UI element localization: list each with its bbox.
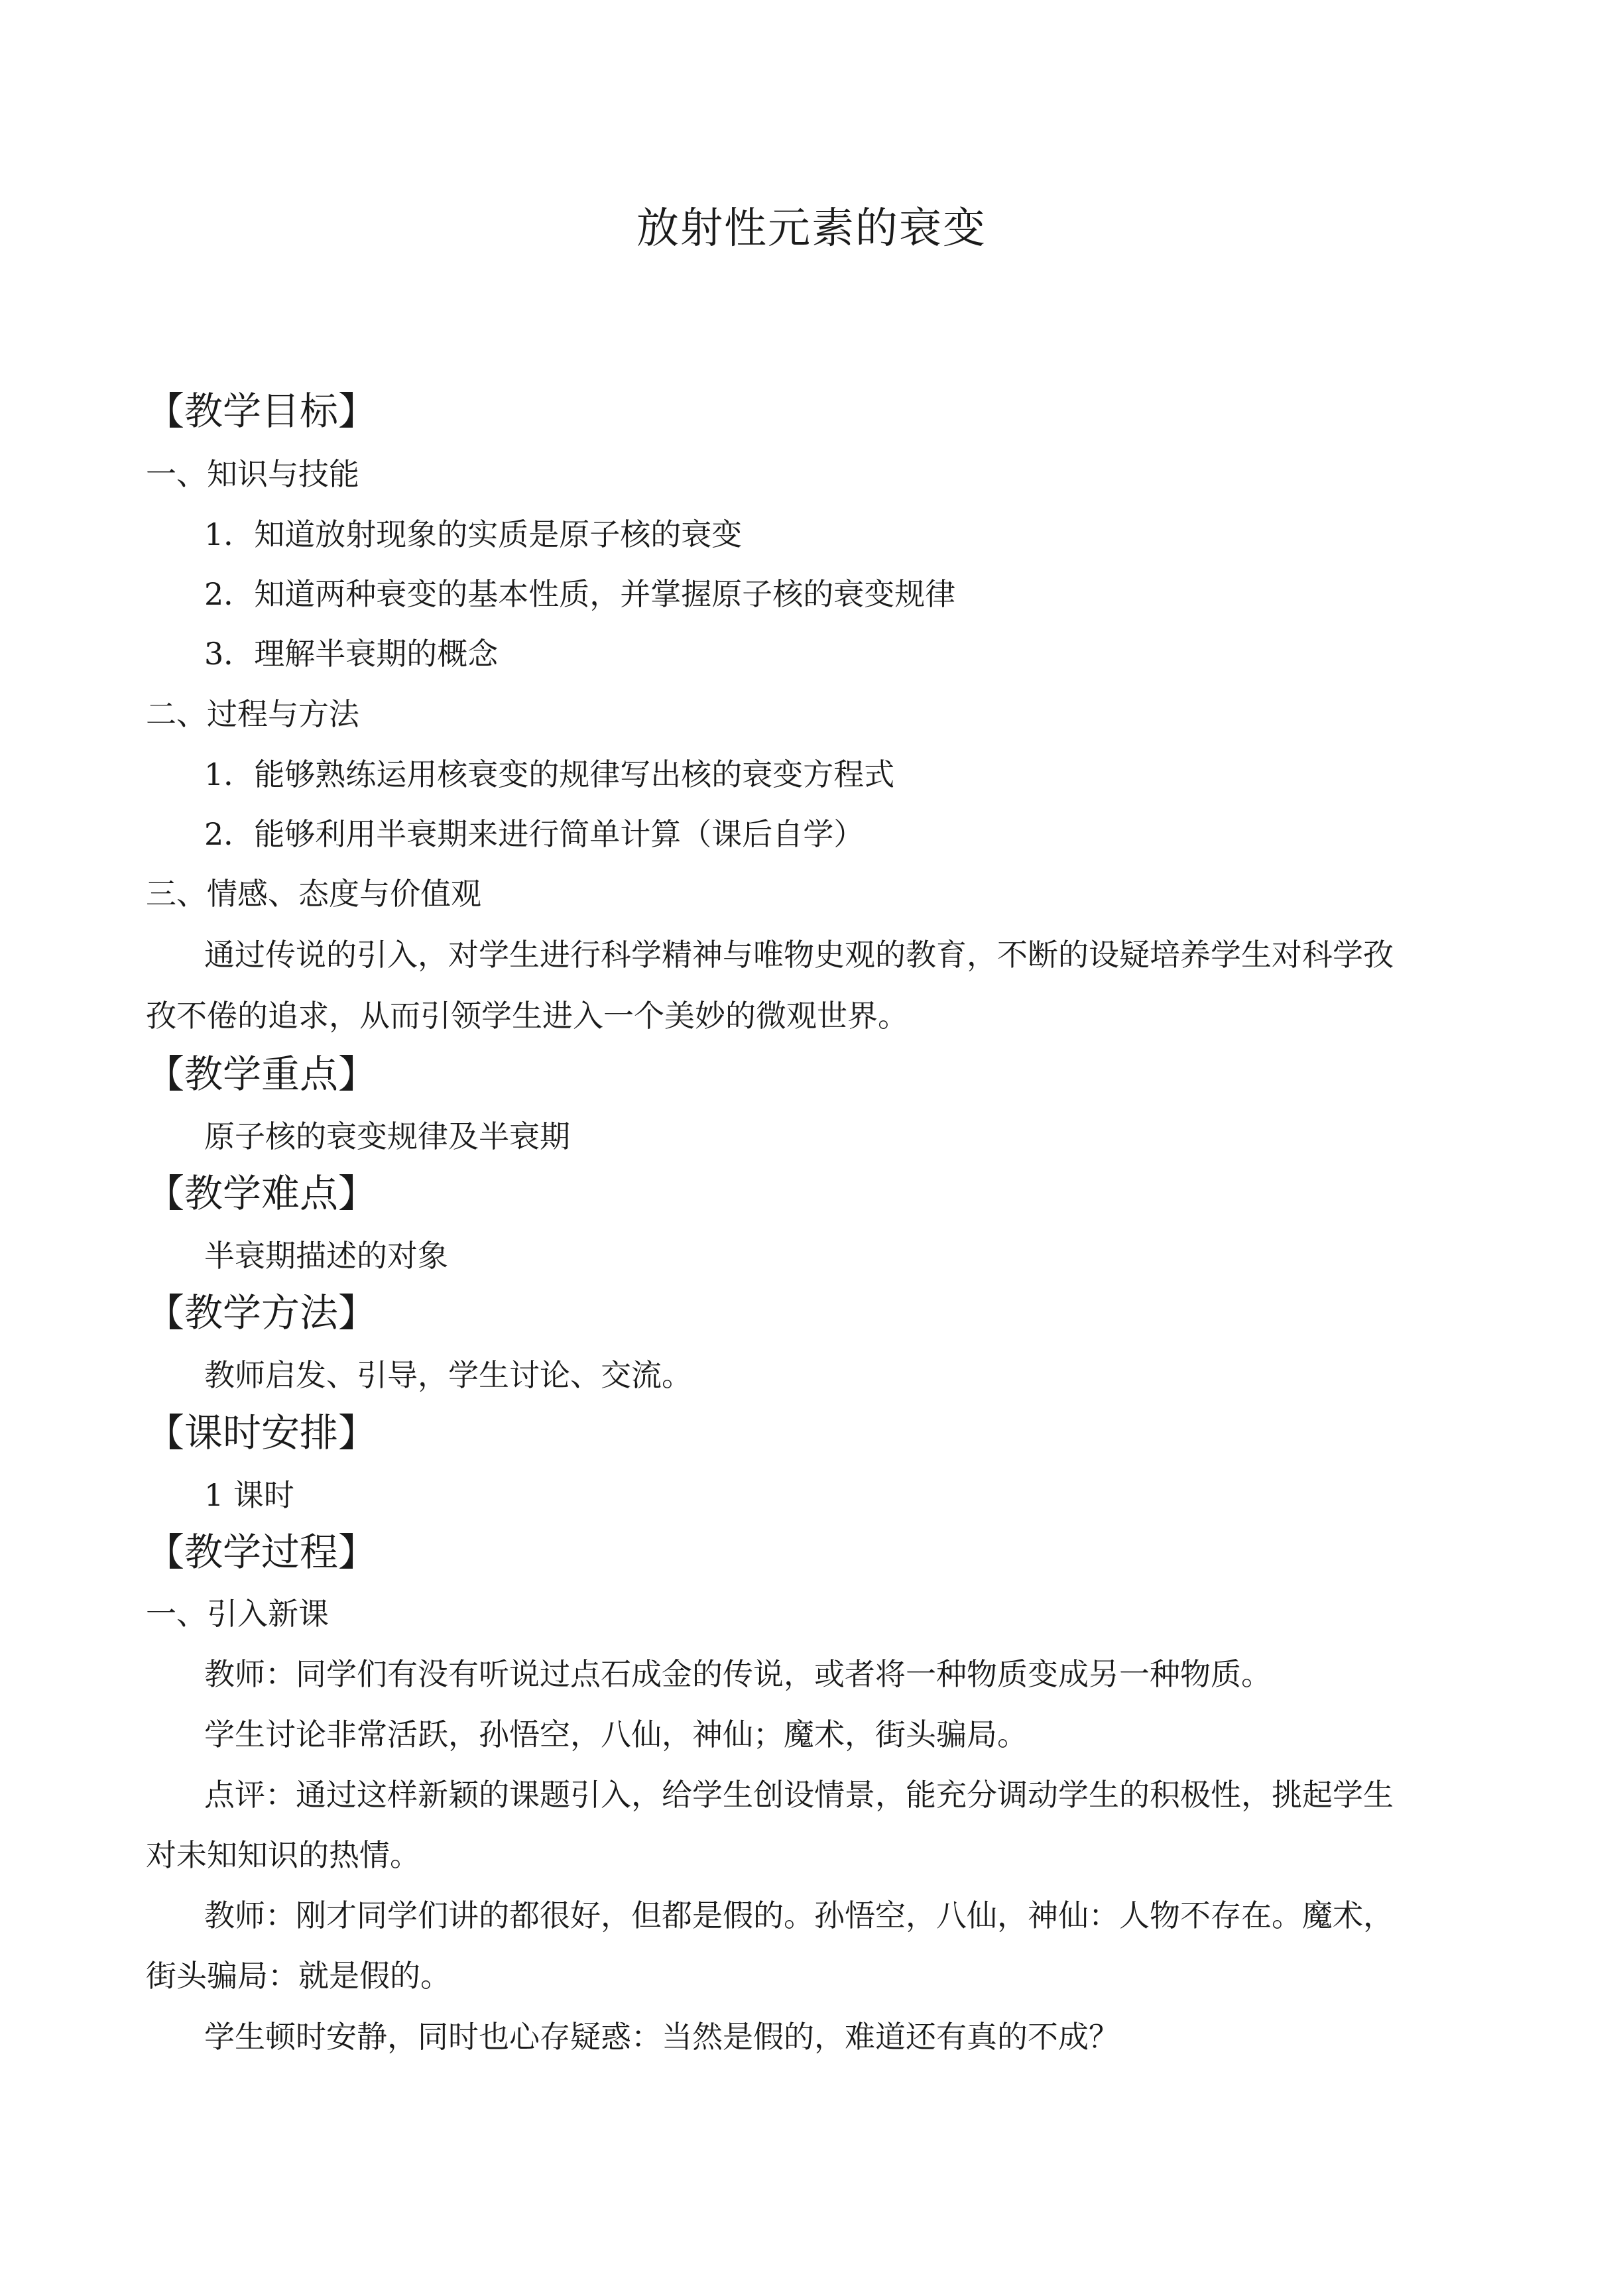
knowledge-item-2: 2．知道两种衰变的基本性质，并掌握原子核的衰变规律 [204, 576, 956, 612]
process-item-2: 2．能够利用半衰期来进行简单计算（课后自学） [204, 816, 865, 852]
emotion-text-line-2: 孜不倦的追求，从而引领学生进入一个美妙的微观世界。 [146, 998, 908, 1034]
emotion-text-line-1: 通过传说的引入，对学生进行科学精神与唯物史观的教育，不断的设疑培养学生对科学孜 [204, 937, 1394, 973]
process-heading: 二、过程与方法 [146, 696, 359, 732]
process-item-1: 1．能够熟练运用核衰变的规律写出核的衰变方程式 [204, 756, 895, 792]
intro-line-3: 点评：通过这样新颖的课题引入，给学生创设情景，能充分调动学生的积极性，挑起学生 [204, 1777, 1394, 1813]
intro-line-6: 街头骗局：就是假的。 [146, 1958, 451, 1994]
difficulty-heading: 【教学难点】 [146, 1171, 377, 1216]
key-text: 原子核的衰变规律及半衰期 [204, 1118, 570, 1154]
knowledge-item-3: 3．理解半衰期的概念 [204, 636, 499, 672]
intro-heading: 一、引入新课 [146, 1596, 329, 1632]
key-heading: 【教学重点】 [146, 1052, 377, 1097]
process-section-heading: 【教学过程】 [146, 1530, 377, 1575]
knowledge-item-1: 1．知道放射现象的实质是原子核的衰变 [204, 516, 743, 552]
intro-line-4: 对未知知识的热情。 [146, 1837, 420, 1873]
method-heading: 【教学方法】 [146, 1290, 377, 1335]
schedule-heading: 【课时安排】 [146, 1410, 377, 1455]
schedule-text: 1 课时 [204, 1477, 294, 1513]
difficulty-text: 半衰期描述的对象 [204, 1238, 448, 1274]
intro-line-5: 教师：刚才同学们讲的都很好，但都是假的。孙悟空，八仙，神仙：人物不存在。魔术， [204, 1898, 1394, 1933]
intro-line-7: 学生顿时安静，同时也心存疑惑：当然是假的，难道还有真的不成？ [204, 2019, 1119, 2055]
document-title: 放射性元素的衰变 [636, 204, 987, 253]
method-text: 教师启发、引导，学生讨论、交流。 [204, 1357, 692, 1393]
intro-line-1: 教师：同学们有没有听说过点石成金的传说，或者将一种物质变成另一种物质。 [204, 1656, 1272, 1692]
knowledge-heading: 一、知识与技能 [146, 456, 359, 492]
objectives-heading: 【教学目标】 [146, 389, 377, 434]
emotion-heading: 三、情感、态度与价值观 [146, 876, 481, 912]
intro-line-2: 学生讨论非常活跃，孙悟空，八仙，神仙；魔术，街头骗局。 [204, 1717, 1028, 1752]
